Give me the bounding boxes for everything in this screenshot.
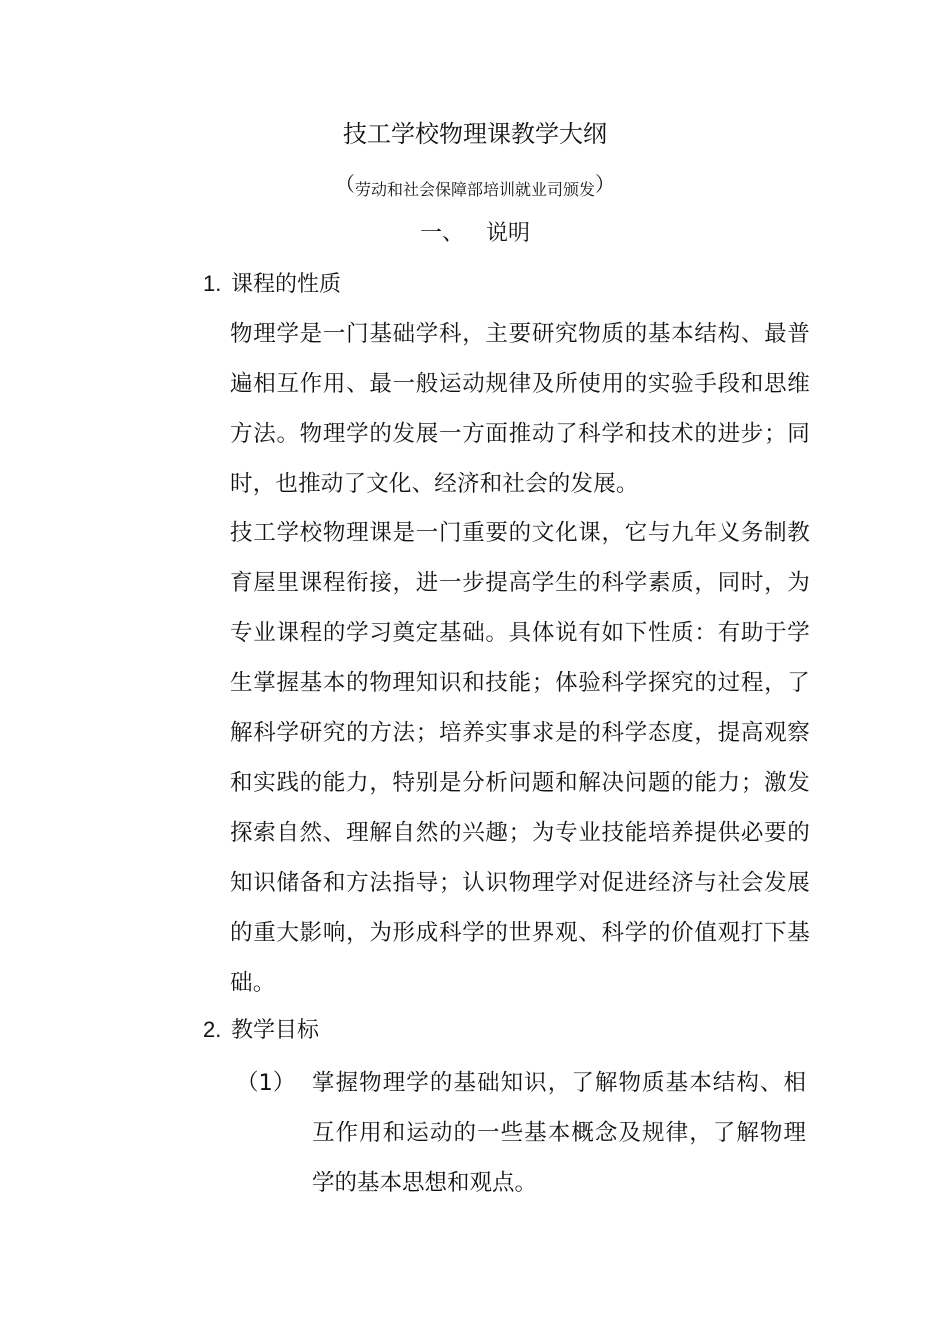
subtitle-close-paren: ） xyxy=(595,172,615,196)
section-number: 一、 xyxy=(419,221,464,246)
item-title: 课程的性质 xyxy=(231,272,342,297)
document-title: 技工学校物理课教学大纲 xyxy=(343,120,607,148)
section-heading-explanation xyxy=(0,218,950,250)
item-number: 2. xyxy=(203,1017,222,1042)
goal-marker: （1） xyxy=(236,1070,296,1096)
goal-item xyxy=(236,1058,816,1208)
subtitle-text: 劳动和社会保障部培训就业司颁发 xyxy=(354,180,595,199)
subtitle-open-paren: （ xyxy=(334,172,355,196)
goal-text: 掌握物理学的基础知识，了解物质基本结构、相互作用和运动的一些基本概念及规律，了解物理学的基本思想和观点。 xyxy=(312,1070,806,1196)
paragraph-physics-intro: 物理学是一门基础学科，主要研究物质的基本结构、最普遍相互作用、最一般运动规律及所使用的实验手段和思维方法。物理学的发展一方面推动了科学和技术的进步；同时，也推动了文化、经济和社会的发展。 xyxy=(230,321,810,497)
item-title: 教学目标 xyxy=(231,1018,320,1043)
document-subtitle xyxy=(0,172,950,202)
item-heading-teaching-goals xyxy=(203,1014,319,1047)
item-number: 1. xyxy=(203,271,222,296)
paragraph-course-properties: 技工学校物理课是一门重要的文化课，它与九年义务制教育屋里课程衔接，进一步提高学生的科学素质，同时，为专业课程的学习奠定基础。具体说有如下性质：有助于学生掌握基本的物理知识和技能；体验科学探究的过程，了解科学研究的方法；培养实事求是的科学态度，提高观察和实践的能力，特别是分析问题和解决问题的能力；激发探索自然、理解自然的兴趣；为专业技能培养提供必要的知识储备和方法指导；认识物理学对促进经济与社会发展的重大影响，为形成科学的世界观、科学的价值观打下基础。 xyxy=(230,520,810,996)
item-heading-course-nature xyxy=(203,268,341,301)
section-title: 说明 xyxy=(486,221,531,246)
